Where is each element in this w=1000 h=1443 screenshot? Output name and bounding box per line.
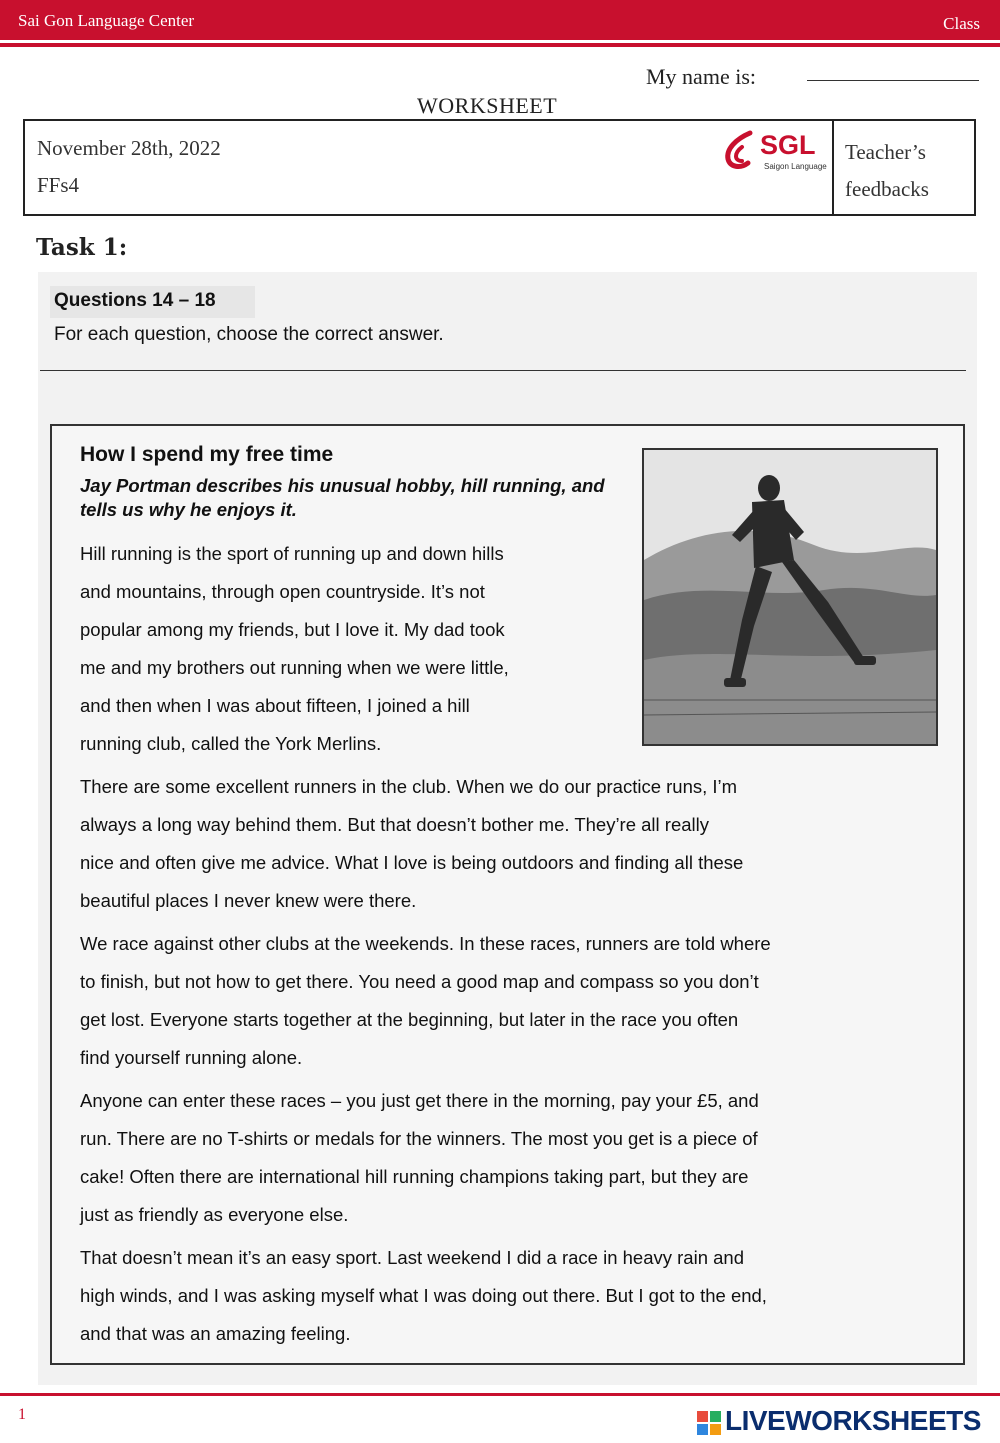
worksheet-header-box	[23, 119, 976, 216]
article-line: Anyone can enter these races – you just get there in the morning, pay your £5, and	[80, 1090, 759, 1111]
article-line: running club, called the York Merlins.	[80, 733, 382, 754]
task-label: Task 1:	[36, 234, 128, 261]
article-line: run. There are no T-shirts or medals for the winners. The most you get is a piece of	[80, 1128, 758, 1149]
brand-name: LIVEWORKSHEETS	[725, 1405, 981, 1436]
worksheet-title: WORKSHEET	[417, 93, 558, 118]
article-line: beautiful places I never knew were there.	[80, 890, 417, 911]
article-line: high winds, and I was asking myself what I was doing out there. But I got to the end,	[80, 1285, 767, 1306]
teacher-feedback-label	[845, 134, 929, 208]
center-name: Sai Gon Language Center	[18, 11, 195, 30]
article-line: and then when I was about fifteen, I joined a hill	[80, 695, 470, 716]
article-line: me and my brothers out running when we were little,	[80, 657, 509, 678]
article-line: popular among my friends, but I love it. My dad took	[80, 619, 505, 640]
article-line: cake! Often there are international hill running champions taking part, but they are	[80, 1166, 749, 1187]
questions-rule	[40, 370, 966, 371]
logo-subtext: Saigon Language	[764, 162, 827, 171]
blocks-icon	[697, 1411, 721, 1435]
class-label: Class	[943, 14, 980, 33]
article-line: and mountains, through open countryside. It’s not	[80, 581, 485, 602]
article-line: We race against other clubs at the weekends. In these races, runners are told where	[80, 933, 771, 954]
article-line: and that was an amazing feeling.	[80, 1323, 351, 1344]
article-line: nice and often give me advice. What I love is being outdoors and finding all these	[80, 852, 744, 873]
article-line: always a long way behind them. But that doesn’t bother me. They’re all really	[80, 814, 709, 835]
article-subtitle: Jay Portman describes his unusual hobby, hill running, and tells us why he enjoys it.	[80, 475, 605, 520]
worksheet-date: November 28th, 2022	[37, 136, 221, 160]
article-line: That doesn’t mean it’s an easy sport. Last weekend I did a race in heavy rain and	[80, 1247, 744, 1268]
footer-divider	[0, 1393, 1000, 1396]
feedback-divider	[832, 121, 834, 216]
article-line: just as friendly as everyone else.	[80, 1204, 349, 1225]
article-line: get lost. Everyone starts together at the beginning, but later in the race you often	[80, 1009, 739, 1030]
feedback-label-line1: Teacher’s	[845, 140, 926, 164]
top-divider	[0, 43, 1000, 47]
class-code: FFs4	[37, 173, 80, 197]
runner-photo	[642, 448, 938, 746]
sgl-logo	[720, 127, 830, 177]
article-line: Hill running is the sport of running up and down hills	[80, 543, 504, 564]
article-line: There are some excellent runners in the club. When we do our practice runs, I’m	[80, 776, 738, 797]
article-box	[50, 424, 965, 1365]
logo-wordmark: SGL	[760, 130, 816, 160]
name-input-line[interactable]	[807, 80, 979, 81]
page-number: 1	[18, 1406, 26, 1423]
questions-title: Questions 14 – 18	[54, 290, 216, 311]
questions-instruction: For each question, choose the correct answer.	[54, 324, 444, 345]
scanned-exercise	[38, 272, 977, 1385]
article-line: to finish, but not how to get there. You need a good map and compass so you don’t	[80, 971, 759, 992]
article-line: find yourself running alone.	[80, 1047, 303, 1068]
article-title: How I spend my free time	[80, 443, 334, 466]
top-banner	[0, 0, 1000, 40]
feedback-label-line2: feedbacks	[845, 177, 929, 201]
name-label: My name is:	[646, 64, 756, 89]
